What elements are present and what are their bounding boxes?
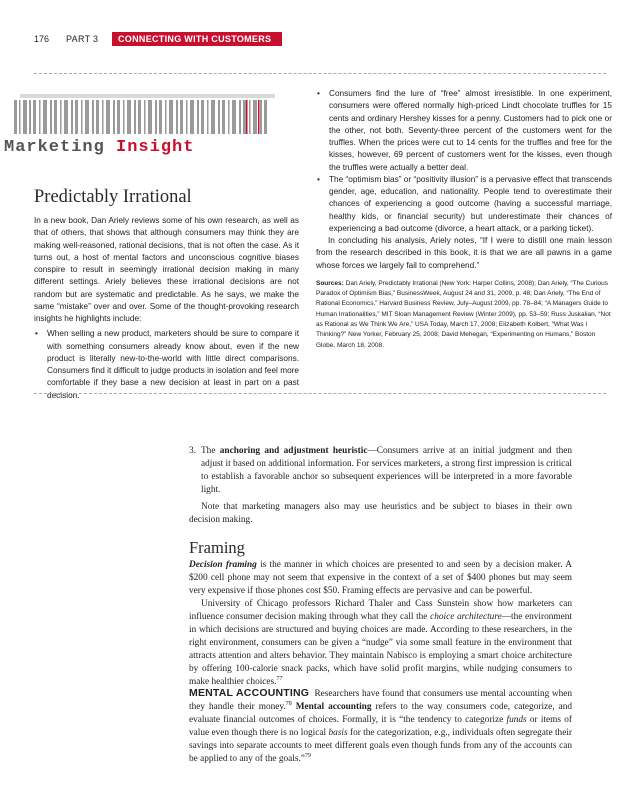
box-title: Predictably Irrational — [34, 187, 192, 207]
framing-section: Decision framing is the manner in which choices are presented to and seen by a decision maker. A $200 cell phone may not seem that expensive in the context of a set of $400 phones but may seem very expensive if those phones cost $50. Framing effects are pervasive and can be powerful. University of Chicago professors Richard Thaler and Cass Sunstein show how marketers can influence consumer decision making through what they call the choice architecture—the environment in which decisions are structured and buying choices are made. According to these researchers, in the right environment, consumers can be given a “nudge” via some small feature in the environment that attracts attention and alters behavior. They maintain Nabisco is employing a smart choice architecture by offering 100-calorie snack packs, which have solid profit margins, while nudging consumers to make healthier choices.$^{77}$ — [189, 560, 573, 687]
part-label: PART 3 — [66, 34, 99, 44]
box-bullets-left — [34, 328, 299, 402]
mental-accounting-term: Mental accounting — [295, 702, 372, 712]
list-item: • When selling a new product, marketers should be sure to compare it with something consumers already know about, even if the new product is literally new-to-the-world with little direct comparisons. Consumers find it difficult to judge products in isolation and feel more comfortable if they base a new decision at least in part on a past decision. — [34, 328, 299, 402]
box-left-column — [34, 215, 299, 402]
running-header — [34, 32, 282, 46]
note-paragraph: Note that marketing managers also may use heuristics and be subject to biases in their own decision making. — [189, 502, 572, 525]
mental-accounting-section: MENTAL ACCOUNTING Researchers have found that consumers use mental accounting when they handle their money.$^{78}$ Mental accounting refers to the way consumers code, categorize, and evaluate financial outcomes of choices. Formally, it is “the tendency to categorize funds or items of value even though there is no logical basis for the categorization, e.g., individuals often segregate their savings into separate accounts to meet different goals even though funds from any of the accounts can be applied to any of the goals.”$^{79}$ — [189, 687, 573, 764]
sources-text: Dan Ariely, Predictably Irrational (New York: Harper Collins, 2008); Dan Ariely, “The Curious Paradox of Optimism Bias,” BusinessWeek, August 24 and 31, 2009, p. 48; Dan Ariely, “The End of Rational Economics,” Harvard Business Review, July–August 2009, pp. 78–84; “A Managers Guide to Human Irrationalities,” MIT Sloan Management Review (Winter 2009), pp. 53–59; Russ Juskalian, “Not as Rational as We Think We Are,” USA Today, March 17, 2008; Elizabeth Kolbert, “What Was I Thinking?” New Yorker, February 25, 2008; David Mehegan, “Experimenting on Humans,” Boston Globe, March 18, 2008. — [316, 279, 611, 349]
numbered-item-3: 3. The anchoring and adjustment heuristic—Consumers arrive at an initial judgment and then adjust it based on additional information. For services marketers, a strong first impression is critical to establish a favorable anchor so subsequent experiences will be interpreted in a more favorable light. — [189, 446, 572, 495]
item-number: 3. — [189, 446, 196, 456]
box-top-divider — [34, 73, 606, 74]
insight-label-word2: Insight — [116, 138, 195, 157]
section-label: CONNECTING WITH CUSTOMERS — [112, 32, 282, 46]
insight-label-word1: Marketing — [4, 138, 105, 157]
box-conclusion: In concluding his analysis, Ariely notes, “If I were to distill one main lesson from the research described in this book, it is that we are all pawns in a game whose forces we largely fail to comprehend.” — [316, 236, 612, 270]
list-item: • The “optimism bias” or “positivity illusion” is a pervasive effect that transcends gender, age, education, and nationality. People tend to overestimate their chances of experiencing a good outcome (having a successful marriage, healthy kids, or financial security) but underestimate their chances of experiencing a bad outcome (divorce, a heart attack, or a parking ticket). — [316, 174, 612, 235]
box-bullets-right — [316, 88, 612, 235]
box-right-column — [316, 88, 612, 351]
choice-architecture-term: choice architecture — [430, 612, 502, 622]
mental-accounting-heading: MENTAL ACCOUNTING — [189, 687, 310, 699]
framing-heading: Framing — [189, 538, 245, 557]
box-bottom-divider — [34, 393, 606, 394]
sources-label: Sources: — [316, 279, 344, 287]
list-item: • Consumers find the lure of “free” almost irresistible. In one experiment, consumers were offered normally high-priced Lindt chocolate truffles for 15 cents and ordinary Hershey kisses for a penny. Customers had to pick one or the other, not both. Seventy-three percent of the customers went for the truffles. When the prices were cut to 14 cents for the truffles and free for the kisses, however, 69 percent of customers went for the kisses, even though the truffles were actually a better deal. — [316, 88, 612, 174]
box-intro: In a new book, Dan Ariely reviews some of his own research, as well as that of others, that shows that although consumers may think they are making well-reasoned, rational decisions, that is not often the case. As it turns out, a host of mental factors and unconscious cognitive biases conspire to result in seemingly irrational decision making in many different settings. Ariely believes these irrational decisions are not random but are systematic and predictable. As he says, we make the same “mistake” over and over. Some of the thought-provoking research insights he highlights include: — [34, 216, 299, 323]
page-number: 176 — [34, 34, 50, 44]
marketing-insight-label — [4, 138, 194, 157]
footnote-ref: 79 — [304, 752, 311, 759]
footnote-ref: 78 — [285, 700, 292, 707]
box-sources — [316, 279, 612, 351]
footnote-ref: 77 — [276, 675, 283, 682]
decision-framing-term: Decision framing — [189, 560, 257, 570]
anchoring-term: anchoring and adjustment heuristic — [219, 446, 368, 456]
